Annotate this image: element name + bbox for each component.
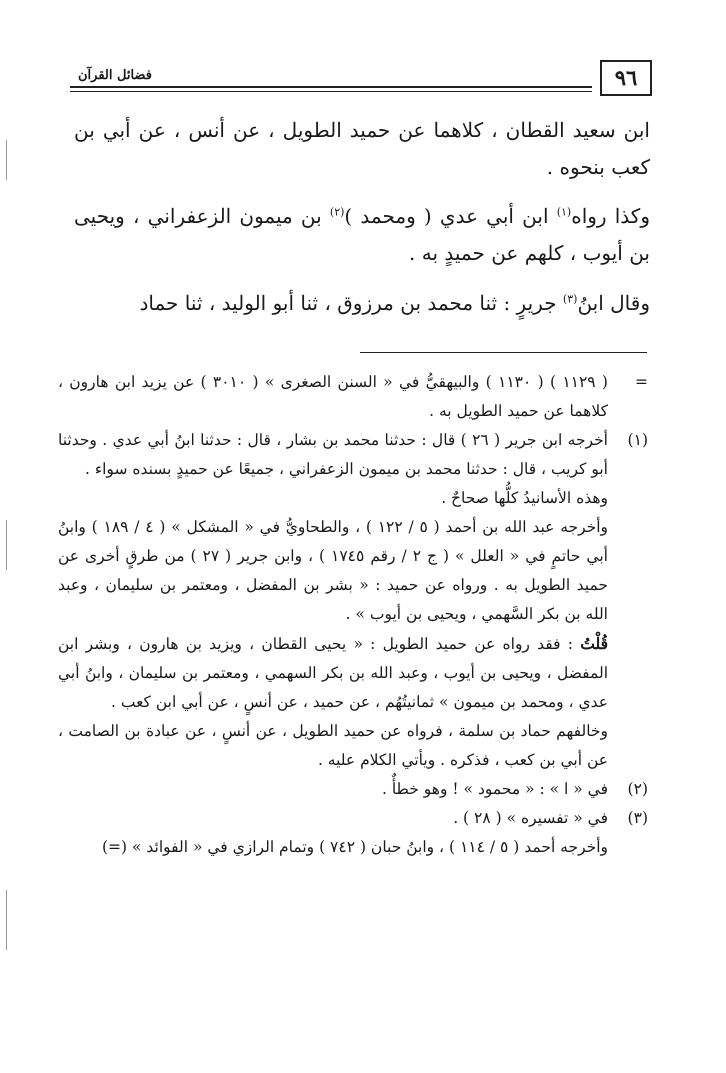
body-text: ابن أبي عدي ( ومحمد ) — [344, 204, 557, 228]
footnote-continuation — [58, 368, 648, 426]
footnote-2 — [58, 775, 648, 804]
body-paragraph-2 — [74, 198, 650, 272]
footnote-3-paragraph: وأخرجه أحمد ( ٥ / ١١٤ ) ، وابنُ حبان ( ٧٤٢ ) وتمام الرازي في « الفوائد » (=) — [101, 838, 608, 856]
body-paragraph-3 — [74, 285, 650, 322]
footnote-mark: (٣) — [627, 809, 648, 827]
footnote-text: في « تفسيره » ( ٢٨ ) . — [453, 809, 608, 827]
body-text: جريرٍ : ثنا محمد بن مرزوق ، ثنا أبو الوليد ، ثنا حماد — [139, 291, 563, 315]
footnote-mark: (٢) — [627, 780, 648, 798]
footnote-text: أخرجه ابن جرير ( ٢٦ ) قال : حدثنا محمد بن بشار ، قال : حدثنا ابنُ أبي عدي . وحدثنا أبو كريب ، قال : حدثنا محمد بن ميمون الزعفراني ، جميعًا عن حميدٍ بسنده سواء . — [58, 431, 608, 478]
scan-edge-mark — [6, 890, 7, 950]
footnote-1-paragraph: وأخرجه عبد الله بن أحمد ( ٥ / ١٢٢ ) ، والطحاويُّ في « المشكل » ( ٤ / ١٨٩ ) وابنُ أبي حاتمٍ في « العلل » ( ج ٢ / رقم ١٧٤٥ ) ، وابن جرير ( ٢٧ ) من طرقٍ أخرى عن حميد الطويل به . ورواه عن حميد : « بشر بن المفضل ، ومعتمر بن سليمان ، وعبد الله بن بكر السَّهمي ، ويحيى بن أيوب » . — [58, 518, 609, 623]
footnote-1 — [58, 426, 648, 484]
footnote-ref-3: (٣) — [562, 292, 578, 306]
footnote-separator — [360, 352, 647, 353]
footnote-ref-1: (١) — [556, 205, 572, 219]
body-paragraph-1: ابن سعيد القطان ، كلاهما عن حميد الطويل ، عن أنس ، عن أبي بن كعب بنحوه . — [74, 118, 650, 179]
header-rule-thin — [70, 91, 592, 92]
scan-edge-mark — [6, 140, 7, 180]
footnote-mark: (١) — [627, 431, 648, 449]
footnote-1-paragraph — [58, 629, 648, 717]
running-title: فضائل القرآن — [78, 68, 152, 83]
footnote-3 — [58, 804, 648, 833]
footnote-1-paragraph: وخالفهم حماد بن سلمة ، فرواه عن حميد الطويل ، عن أنسٍ ، عن عبادة بن الصامت ، عن أبي بن كعب ، فذكره . ويأتي الكلام عليه . — [58, 722, 608, 769]
body-text: بن ميمون الزعفراني ، ويحيى بن أيوب ، كلهم عن حميدٍ به . — [74, 204, 650, 265]
footnote-text: : فقد رواه عن حميد الطويل : « يحيى القطان ، ويزيد بن هارون ، وبشر ابن المفضل ، ويحيى بن أيوب ، وعبد الله بن بكر السهمي ، ومعتمر بن سليمان ، وابنُ أبي عدي ، ومحمد بن ميمون » ثمانيتُهُم ، عن حميد ، عن أنسٍ ، عن أبي ابن كعب . — [58, 635, 608, 711]
page-header — [70, 60, 652, 100]
footnote-ref-2: (٢) — [329, 205, 345, 219]
footnote-text: في « ا » : « محمود » ! وهو خطأٌ . — [381, 780, 608, 798]
scan-edge-mark — [6, 520, 7, 570]
footnote-text: ( ١١٢٩ ) ( ١١٣٠ ) والبيهقيُّ في « السنن الصغرى » ( ٣٠١٠ ) عن يزيد ابن هارون ، كلاهما عن حميد الطويل به . — [58, 373, 608, 420]
page-number: ٩٦ — [600, 60, 652, 96]
emphasis-lead: قُلْتُ — [580, 634, 608, 653]
footnote-1-paragraph: وهذه الأسانيدُ كلُّها صحاحٌ . — [441, 489, 608, 507]
body-text: وكذا رواه — [571, 204, 650, 228]
header-rule — [70, 86, 592, 88]
body-text: وقال ابنُ — [577, 291, 650, 315]
footnotes — [58, 368, 648, 862]
footnote-mark: = — [635, 373, 648, 391]
